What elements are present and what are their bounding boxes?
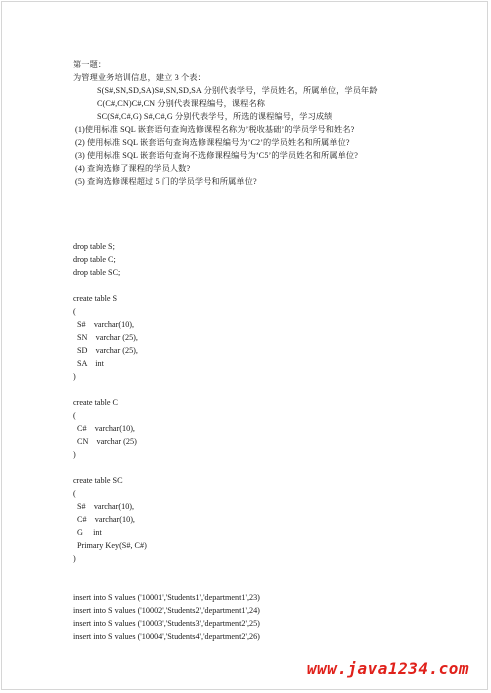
insert-row-4: insert into S values ('10004','Students4','department2',26): [73, 632, 260, 641]
create-s-close: ): [73, 372, 76, 381]
create-s-col-sd: SD varchar (25),: [77, 346, 138, 355]
create-c-col-cno: C# varchar(10),: [77, 424, 135, 433]
question-2: (2) 使用标准 SQL 嵌套语句查询选修课程编号为’C2’的学员姓名和所属单位?: [75, 138, 350, 147]
create-s-col-sa: SA int: [77, 359, 104, 368]
create-c-header: create table C: [73, 398, 119, 407]
create-sc-col-cno: C# varchar(10),: [77, 515, 135, 524]
create-sc-col-sno: S# varchar(10),: [77, 502, 135, 511]
spacer: [73, 461, 433, 474]
create-s-col-sn: SN varchar (25),: [77, 333, 138, 342]
table-desc-s: S(S#,SN,SD,SA)S#,SN,SD,SA 分别代表学号，学员姓名，所属单位，学员年龄: [97, 86, 378, 95]
create-sc-col-g: G int: [77, 528, 102, 537]
create-sc-open: (: [73, 489, 76, 498]
create-c-col-cn: CN varchar (25): [77, 437, 137, 446]
question-5: (5) 查询选修课程超过 5 门的学员学号和所属单位?: [75, 177, 257, 186]
insert-row-2: insert into S values ('10002','Students2','department1',24): [73, 606, 260, 615]
drop-table-c: drop table C;: [73, 255, 116, 264]
doc-title: 第一题：: [73, 60, 107, 69]
insert-row-1: insert into S values ('10001','Students1','department1',23): [73, 593, 260, 602]
drop-table-s: drop table S;: [73, 242, 115, 251]
create-sc-primary-key: Primary Key(S#, C#): [77, 541, 147, 550]
question-4: (4) 查询选修了课程的学员人数?: [75, 164, 191, 173]
create-c-open: (: [73, 411, 76, 420]
create-s-col-sno: S# varchar(10),: [77, 320, 135, 329]
spacer: [73, 565, 433, 591]
spacer: [73, 188, 433, 240]
spacer: [73, 279, 433, 292]
document-body: [73, 58, 433, 643]
create-s-open: (: [73, 307, 76, 316]
insert-row-3: insert into S values ('10003','Students3','department2',25): [73, 619, 260, 628]
table-desc-c: C(C#,CN)C#,CN 分别代表课程编号，课程名称: [97, 99, 266, 108]
create-c-close: ): [73, 450, 76, 459]
create-sc-header: create table SC: [73, 476, 123, 485]
watermark-url: www.java1234.com: [306, 659, 469, 678]
drop-table-sc: drop table SC;: [73, 268, 121, 277]
create-sc-close: ): [73, 554, 76, 563]
doc-intro: 为管理业务培训信息，建立 3 个表：: [73, 73, 206, 82]
create-s-header: create table S: [73, 294, 118, 303]
spacer: [73, 383, 433, 396]
question-1: (1)使用标准 SQL 嵌套语句查询选修课程名称为’税收基础’的学员学号和姓名?: [75, 125, 355, 134]
table-desc-sc: SC(S#,C#,G) S#,C#,G 分别代表学号，所选的课程编号，学习成绩: [97, 112, 333, 121]
question-3: (3) 使用标准 SQL 嵌套语句查询不选修课程编号为’C5’的学员姓名和所属单位?: [75, 151, 358, 160]
